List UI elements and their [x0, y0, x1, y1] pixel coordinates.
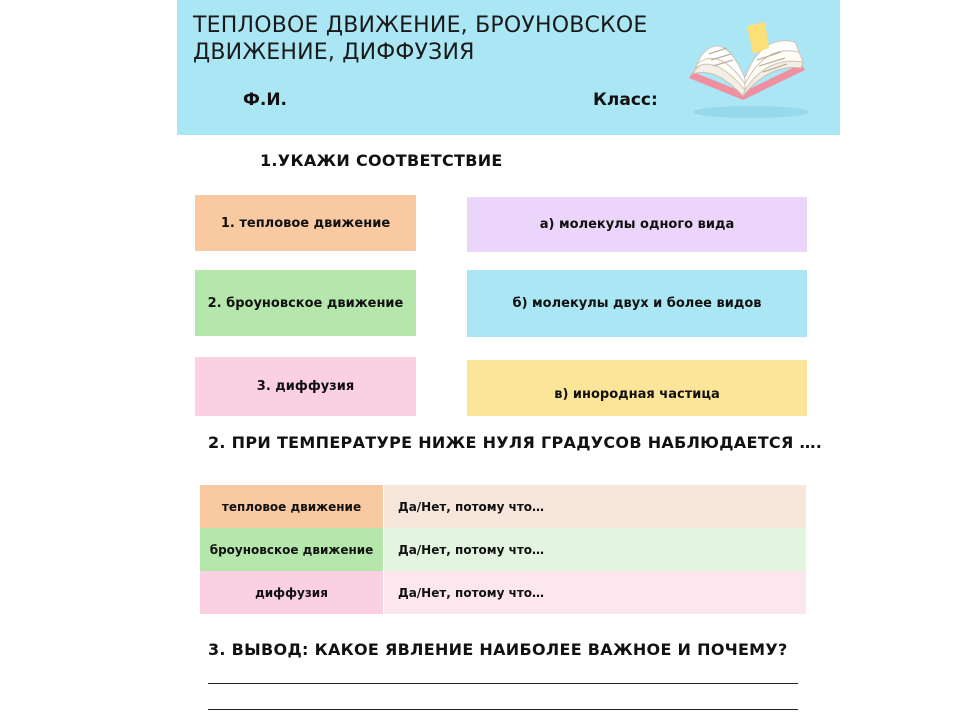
match-right-b [467, 270, 807, 337]
table-row [200, 485, 806, 528]
table-row [200, 571, 806, 614]
row-label: диффузия [200, 571, 383, 614]
match-right-b-label: б) молекулы двух и более видов [512, 296, 762, 311]
row-label: броуновское движение [200, 528, 383, 571]
match-left-1 [195, 195, 416, 251]
class-label: Класс: [593, 90, 658, 110]
row-answer: Да/Нет, потому что… [384, 528, 806, 571]
answer-line-1[interactable] [208, 683, 798, 684]
title-line-2: ДВИЖЕНИЕ, ДИФФУЗИЯ [193, 40, 475, 65]
worksheet-title [193, 12, 673, 66]
match-right-c [467, 360, 807, 416]
match-left-3 [195, 357, 416, 416]
task2-title: 2. ПРИ ТЕМПЕРАТУРЕ НИЖЕ НУЛЯ ГРАДУСОВ НАБЛЮДАЕТСЯ …. [208, 433, 823, 452]
match-left-1-label: 1. тепловое движение [220, 215, 391, 231]
match-left-2 [195, 270, 416, 336]
table-row [200, 528, 806, 571]
row-label: тепловое движение [200, 485, 383, 528]
task1-title: 1.УКАЖИ СООТВЕТСТВИЕ [260, 151, 503, 170]
match-right-a [467, 197, 807, 252]
fio-label: Ф.И. [243, 90, 288, 110]
task3-title: 3. ВЫВОД: КАКОЕ ЯВЛЕНИЕ НАИБОЛЕЕ ВАЖНОЕ И ПОЧЕМУ? [208, 640, 788, 659]
answer-line-2[interactable] [208, 709, 798, 710]
match-left-2-label: 2. броуновское движение [207, 295, 404, 311]
match-right-a-label: а) молекулы одного вида [539, 217, 735, 232]
match-right-c-label: в) инородная частица [554, 386, 720, 402]
title-line-1: ТЕПЛОВОЕ ДВИЖЕНИЕ, БРОУНОВСКОЕ [193, 13, 648, 38]
open-book-icon [683, 8, 813, 123]
row-answer: Да/Нет, потому что… [384, 485, 806, 528]
row-answer: Да/Нет, потому что… [384, 571, 806, 614]
match-left-3-label: 3. диффузия [256, 379, 355, 394]
